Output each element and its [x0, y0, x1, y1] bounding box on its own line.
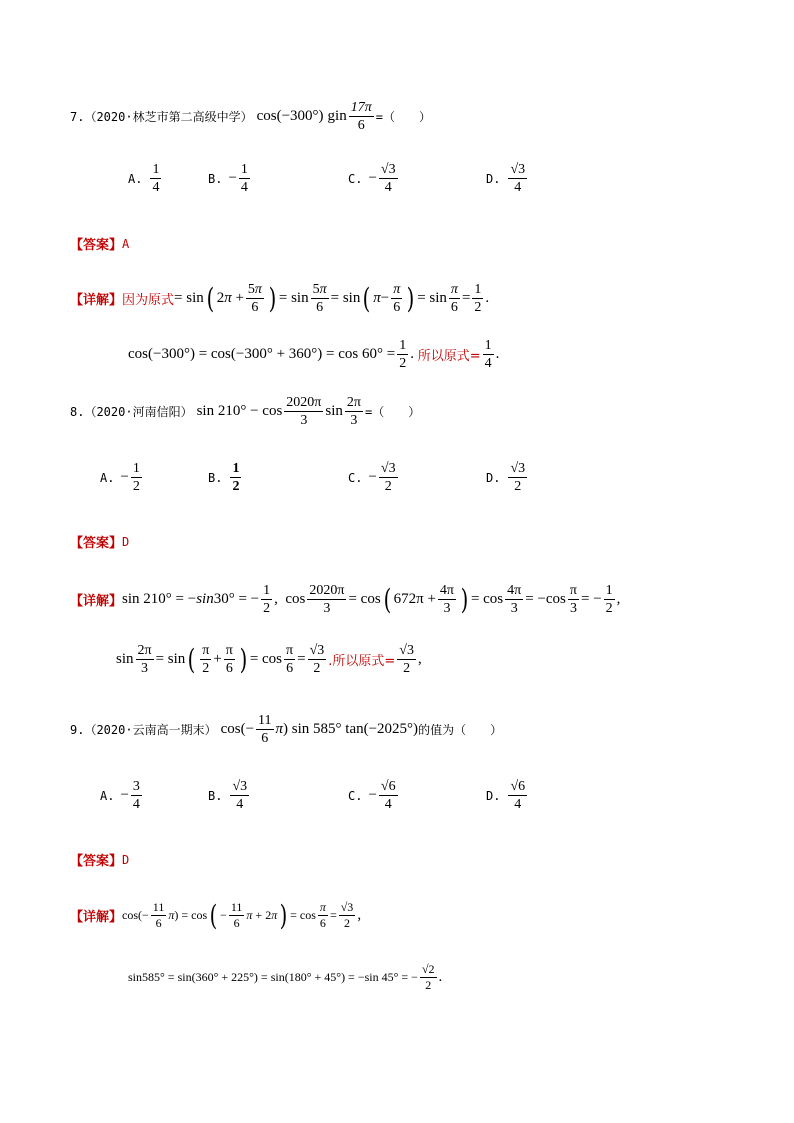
q7-head: 7.（2020·林芝市第二高级中学）	[70, 110, 253, 125]
q7-option-c[interactable]: C. − $\frac{√3}{4}$	[348, 162, 396, 196]
q9-option-c[interactable]: C. − $\frac{√6}{4}$	[348, 779, 396, 813]
q9-option-a[interactable]: A. − $\frac{3}{4}$	[100, 779, 140, 813]
q8-option-d[interactable]: D. $\frac{√3}{2}$	[486, 461, 526, 495]
detail-tag: 【详解】	[70, 293, 123, 309]
q8-expr: sin 210° − cos	[196, 403, 283, 420]
q7-option-a[interactable]: A. $\frac{1}{4}$	[128, 162, 160, 196]
detail-conclusion: 所以原式=	[417, 349, 481, 365]
q7-tail: =（ ）	[375, 110, 431, 125]
q8-option-a[interactable]: A. − $\frac{1}{2}$	[100, 461, 140, 495]
q8-answer	[70, 532, 129, 551]
detail-tag: 【详解】	[70, 910, 123, 926]
q9-option-d[interactable]: D. $\frac{√6}{4}$	[486, 779, 526, 813]
q8-detail-line1: 【详解】 sin 210° = −sin30° = − $\frac{1}{2}$ , cos $\frac{2020\pi}{3}$ = cos ( 672π + $\frac{4\pi}{3}$ ) = cos $\frac{4\pi}{3}$ = −cos $\frac{\pi}{3}$ = − $\frac{1}{2}$ ,	[70, 582, 621, 617]
q8-tail: =（ ）	[364, 405, 421, 420]
q8-stem	[70, 395, 420, 429]
q7-detail-line2: cos(−300°) = cos(−300° + 360°) = cos 60° = $\frac{1}{2}$ . 所以原式= $\frac{1}{4}$ .	[128, 338, 500, 372]
q7-frac: $\frac{17\pi}{6}$	[350, 100, 372, 134]
detail-tag: 【详解】	[70, 594, 123, 610]
q9-detail-line2: sin585° = sin(360° + 225°) = sin(180° + 45°) = −sin 45° = − $\frac{√2}{2}$ .	[128, 962, 443, 993]
answer-value: D	[122, 852, 130, 867]
q7-gin: gin	[327, 108, 347, 125]
q7-stem	[70, 100, 431, 134]
answer-tag: 【答案】	[70, 536, 123, 551]
q7-option-d[interactable]: D. $\frac{√3}{4}$	[486, 162, 526, 196]
answer-value: D	[122, 534, 130, 549]
q8-option-b[interactable]: B. $\frac{1}{2}$	[208, 461, 240, 495]
q7-cos: cos(−300°)	[256, 108, 324, 125]
answer-tag: 【答案】	[70, 854, 123, 869]
answer-value: A	[122, 236, 130, 251]
q7-option-b[interactable]: B. − $\frac{1}{4}$	[208, 162, 248, 196]
detail-conclusion: .所以原式=	[328, 654, 396, 670]
q9-option-b[interactable]: B. $\frac{√3}{4}$	[208, 779, 248, 813]
detail-intro: 因为原式	[122, 293, 175, 309]
q9-answer	[70, 850, 129, 869]
q9-tail: 的值为（ ）	[418, 723, 503, 738]
q9-stem: 9.（2020·云南高一期末） cos(− $\frac{11}{6}$ π ) sin 585° tan(−2025°) 的值为（ ）	[70, 713, 503, 747]
q9-head: 9.（2020·云南高一期末）	[70, 723, 217, 738]
q9-detail-line1: 【详解】 cos(− $\frac{11}{6}$ π ) = cos ( − $\frac{11}{6}$ π + 2π ) = cos $\frac{\pi}{6}$ = $\frac{√3}{2}$ ,	[70, 898, 362, 932]
q8-option-c[interactable]: C. − $\frac{√3}{2}$	[348, 461, 396, 495]
q8-head: 8.（2020·河南信阳）	[70, 405, 193, 420]
q7-answer	[70, 234, 129, 253]
q8-sin: sin	[325, 403, 343, 420]
q8-frac2: $\frac{2\pi}{3}$	[346, 395, 361, 429]
q7-detail-line1: 【详解】 因为原式 = sin ( 2π + $\frac{5\pi}{6}$ ) = sin $\frac{5\pi}{6}$ = sin ( π − $\frac{\pi}{6}$ ) = sin $\frac{\pi}{6}$ = $\frac{1}{2}$ .	[70, 281, 490, 316]
q8-detail-line2: sin $\frac{2\pi}{3}$ = sin ( $\frac{\pi}{2}$ + $\frac{\pi}{6}$ ) = cos $\frac{\pi}{6}$ = $\frac{√3}{2}$ .所以原式= $\frac{√3}{2}$ ,	[116, 642, 422, 677]
answer-tag: 【答案】	[70, 238, 123, 253]
q8-frac1: $\frac{2020\pi}{3}$	[286, 395, 322, 429]
